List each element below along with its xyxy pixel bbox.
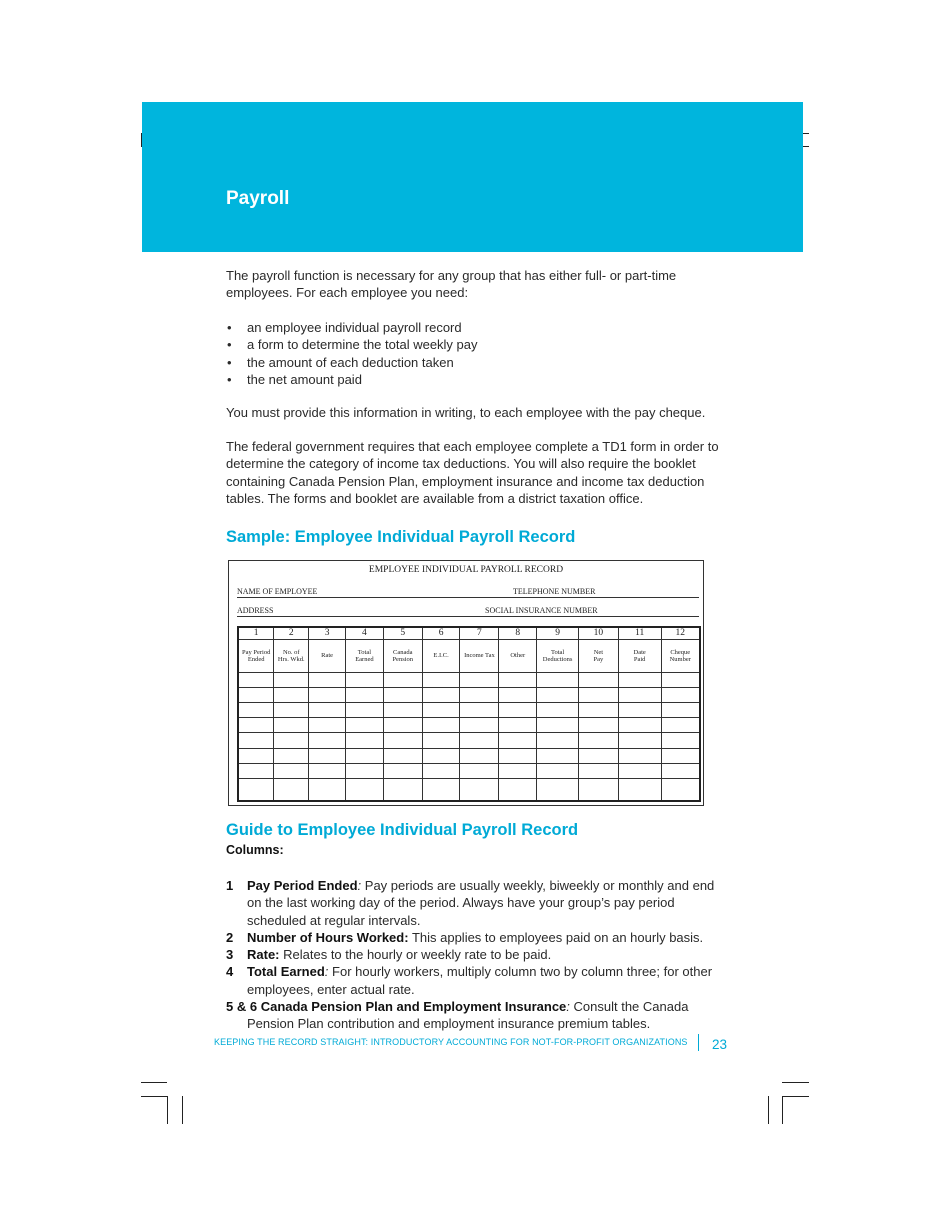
table-cell: [274, 733, 309, 748]
address-line: [237, 603, 699, 617]
table-cell: [422, 703, 460, 718]
table-cell: [309, 718, 346, 733]
table-cell: [537, 778, 579, 801]
guide-item: [226, 998, 726, 1033]
table-cell: [383, 688, 422, 703]
table-cell: [345, 703, 383, 718]
table-cell: [422, 778, 460, 801]
sample-heading: Sample: Employee Individual Payroll Record: [226, 528, 576, 546]
column-number-row: [238, 627, 700, 640]
name-label: NAME OF EMPLOYEE: [237, 587, 318, 596]
table-cell: [661, 748, 700, 763]
table-cell: [383, 763, 422, 778]
needs-list: [226, 319, 726, 388]
column-header-line: Total: [357, 648, 372, 656]
table-cell: [422, 763, 460, 778]
column-header-line: Pay Period: [241, 648, 271, 656]
table-cell: [238, 703, 274, 718]
table-row: [238, 718, 700, 733]
column-header: [537, 640, 579, 673]
table-cell: [460, 748, 499, 763]
table-cell: [460, 733, 499, 748]
table-cell: [345, 718, 383, 733]
table-cell: [345, 778, 383, 801]
table-cell: [537, 673, 579, 688]
payroll-record-form: [228, 560, 704, 806]
column-header: [618, 640, 661, 673]
table-cell: [579, 688, 619, 703]
column-header-line: E.I.C.: [433, 652, 449, 660]
table-cell: [499, 703, 537, 718]
column-header-line: Canada: [392, 648, 413, 656]
columns-label: Columns:: [226, 843, 284, 857]
table-cell: [309, 673, 346, 688]
guide-list-wrap: [226, 877, 726, 1033]
payroll-table: [237, 626, 701, 802]
table-cell: [661, 763, 700, 778]
table-cell: [383, 703, 422, 718]
table-cell: [309, 748, 346, 763]
column-header: [274, 640, 309, 673]
table-cell: [499, 673, 537, 688]
guide-item-number: 1: [226, 878, 234, 893]
table-cell: [238, 748, 274, 763]
column-number: 12: [661, 627, 700, 640]
guide-item-number: 3: [226, 947, 234, 963]
table-cell: [309, 703, 346, 718]
table-cell: [422, 748, 460, 763]
crop-mark: [803, 133, 809, 134]
table-cell: [499, 778, 537, 801]
column-header-line: Income Tax: [464, 652, 495, 660]
column-number: 8: [499, 627, 537, 640]
crop-mark: [782, 1096, 783, 1124]
column-header: [238, 640, 274, 673]
address-label: ADDRESS: [237, 606, 274, 615]
table-cell: [345, 688, 383, 703]
column-header-line: Date: [633, 648, 646, 656]
table-cell: [579, 778, 619, 801]
table-cell: [383, 673, 422, 688]
table-cell: [238, 688, 274, 703]
guide-item-text: Pay periods are usually weekly, biweekly or monthly and end on the last working day of the period. Always have your group’s pay period scheduled at regular intervals.: [247, 878, 715, 928]
form-title: EMPLOYEE INDIVIDUAL PAYROLL RECORD: [368, 565, 564, 575]
guide-item-title: Rate:: [247, 947, 280, 963]
table-cell: [309, 763, 346, 778]
table-cell: [618, 778, 661, 801]
table-cell: [309, 733, 346, 748]
guide-item-text: For hourly workers, multiply column two by column three; for other employees, enter actual rate.: [247, 964, 713, 997]
guide-item-text: This applies to employees paid on an hourly basis.: [408, 929, 704, 945]
table-cell: [537, 763, 579, 778]
table-row: [238, 733, 700, 748]
column-number: 3: [309, 627, 346, 640]
table-cell: [460, 718, 499, 733]
guide-item-separator: :: [324, 964, 329, 980]
column-header-line: Ended: [247, 656, 265, 663]
guide-item: [226, 963, 726, 998]
column-header: [499, 640, 537, 673]
table-cell: [274, 718, 309, 733]
column-number: 9: [537, 627, 579, 640]
writing-paragraph-wrap: [226, 404, 746, 421]
guide-heading-wrap: [226, 821, 726, 857]
guide-item-separator: :: [566, 999, 570, 1015]
column-header-line: Pay: [593, 656, 604, 663]
table-cell: [460, 688, 499, 703]
table-cell: [345, 763, 383, 778]
list-item: • an employee individual payroll record: [226, 319, 726, 336]
table-cell: [499, 748, 537, 763]
table-cell: [618, 718, 661, 733]
table-cell: [661, 733, 700, 748]
column-header-line: Net: [593, 648, 604, 656]
table-row: [238, 703, 700, 718]
table-cell: [618, 673, 661, 688]
table-cell: [274, 703, 309, 718]
column-header-line: Hrs. Wkd.: [277, 656, 305, 663]
crop-mark: [167, 1096, 168, 1124]
table-cell: [345, 673, 383, 688]
column-number: 1: [238, 627, 274, 640]
table-cell: [383, 778, 422, 801]
table-cell: [579, 718, 619, 733]
column-header-line: No. of: [282, 648, 300, 656]
sin-label: SOCIAL INSURANCE NUMBER: [485, 606, 598, 615]
column-number: 11: [618, 627, 661, 640]
guide-item: [226, 946, 726, 963]
table-cell: [499, 718, 537, 733]
crop-mark: [768, 1096, 769, 1124]
column-header-line: Pension: [392, 656, 414, 663]
column-header-line: Other: [510, 652, 526, 660]
column-header-line: Earned: [355, 656, 374, 663]
table-cell: [460, 703, 499, 718]
table-cell: [274, 778, 309, 801]
table-cell: [537, 688, 579, 703]
table-cell: [618, 763, 661, 778]
name-line: [237, 584, 699, 598]
guide-list: [226, 877, 726, 1033]
header-banner: [142, 102, 803, 252]
table-cell: [579, 673, 619, 688]
sample-heading-wrap: [226, 528, 726, 547]
table-cell: [499, 688, 537, 703]
table-cell: [422, 718, 460, 733]
table-cell: [618, 733, 661, 748]
table-cell: [238, 778, 274, 801]
column-number: 4: [345, 627, 383, 640]
crop-mark: [782, 1082, 809, 1083]
table-row: [238, 778, 700, 801]
guide-item-number: 4: [226, 964, 234, 980]
guide-item-title: Number of Hours Worked:: [247, 929, 409, 945]
column-header: [579, 640, 619, 673]
table-cell: [579, 748, 619, 763]
table-cell: [422, 673, 460, 688]
column-number: 5: [383, 627, 422, 640]
column-header: [422, 640, 460, 673]
table-cell: [579, 733, 619, 748]
table-cell: [274, 688, 309, 703]
guide-item-number: 2: [226, 929, 234, 945]
table-cell: [422, 733, 460, 748]
table-cell: [345, 733, 383, 748]
table-cell: [274, 673, 309, 688]
table-cell: [238, 763, 274, 778]
table-cell: [460, 763, 499, 778]
table-cell: [537, 748, 579, 763]
table-cell: [422, 688, 460, 703]
column-header-line: Cheque: [670, 648, 691, 656]
table-cell: [460, 778, 499, 801]
table-cell: [499, 733, 537, 748]
table-cell: [238, 733, 274, 748]
crop-mark: [141, 1096, 167, 1097]
table-cell: [618, 688, 661, 703]
table-cell: [274, 748, 309, 763]
table-cell: [618, 703, 661, 718]
guide-item: [226, 929, 726, 946]
writing-paragraph: You must provide this information in writing, to each employee with the pay cheque.: [226, 405, 706, 420]
table-cell: [309, 778, 346, 801]
table-cell: [537, 703, 579, 718]
column-header-line: Number: [669, 656, 691, 663]
intro-section: [226, 267, 726, 302]
needs-list-wrap: [226, 319, 726, 388]
table-cell: [661, 718, 700, 733]
crop-mark: [803, 146, 809, 147]
table-cell: [383, 733, 422, 748]
table-cell: [537, 733, 579, 748]
table-cell: [238, 673, 274, 688]
column-header: [383, 640, 422, 673]
column-number: 2: [274, 627, 309, 640]
list-item: • the net amount paid: [226, 371, 726, 388]
table-cell: [274, 763, 309, 778]
guide-item-title: Pay Period Ended: [247, 878, 358, 893]
table-cell: [383, 718, 422, 733]
column-header-line: Total: [550, 648, 565, 656]
crop-mark: [182, 1096, 183, 1124]
column-header: [460, 640, 499, 673]
page-title: Payroll: [226, 188, 290, 209]
table-cell: [345, 748, 383, 763]
table-cell: [460, 673, 499, 688]
table-cell: [238, 718, 274, 733]
federal-paragraph-wrap: [226, 438, 726, 507]
table-row: [238, 688, 700, 703]
footer-text: KEEPING THE RECORD STRAIGHT: INTRODUCTORY ACCOUNTING FOR NOT-FOR-PROFIT ORGANIZATIONS: [214, 1037, 688, 1047]
table-cell: [661, 703, 700, 718]
table-cell: [499, 763, 537, 778]
column-number: 10: [579, 627, 619, 640]
column-number: 7: [460, 627, 499, 640]
list-item: • the amount of each deduction taken: [226, 354, 726, 371]
guide-item: [226, 877, 726, 929]
table-cell: [383, 748, 422, 763]
column-header: [661, 640, 700, 673]
intro-paragraph: The payroll function is necessary for any group that has either full- or part-time employees. For each employee you need:: [226, 268, 677, 301]
crop-mark: [141, 1082, 167, 1083]
column-header: [309, 640, 346, 673]
column-header-line: Rate: [321, 652, 334, 660]
crop-mark: [782, 1096, 809, 1097]
guide-item-title: Canada Pension Plan and Employment Insurance: [260, 999, 567, 1015]
column-header-line: Deductions: [542, 656, 573, 663]
page-number: 23: [712, 1037, 728, 1052]
column-header-line: Paid: [633, 656, 646, 663]
table-cell: [661, 688, 700, 703]
guide-item-separator: :: [357, 878, 362, 893]
table-row: [238, 673, 700, 688]
guide-item-title: Total Earned: [247, 964, 325, 980]
table-cell: [661, 673, 700, 688]
column-header: [345, 640, 383, 673]
table-cell: [537, 718, 579, 733]
guide-item-number: 5 & 6: [226, 999, 258, 1015]
table-row: [238, 748, 700, 763]
column-number: 6: [422, 627, 460, 640]
telephone-label: TELEPHONE NUMBER: [513, 587, 596, 596]
table-row: [238, 763, 700, 778]
table-cell: [618, 748, 661, 763]
table-cell: [309, 688, 346, 703]
guide-item-text: Relates to the hourly or weekly rate to be paid.: [279, 947, 552, 963]
footer-divider: [698, 1034, 699, 1051]
column-header-row: [238, 640, 700, 673]
table-cell: [579, 763, 619, 778]
list-item: • a form to determine the total weekly pay: [226, 336, 726, 353]
table-cell: [579, 703, 619, 718]
federal-paragraph: The federal government requires that each employee complete a TD1 form in order to determine the category of income tax deductions. You will also require the booklet containing Canada Pension Plan, employment insurance and income tax deduction tables. The forms and booklet are available from a district taxation office.: [226, 439, 719, 506]
guide-heading: Guide to Employee Individual Payroll Record: [226, 821, 579, 839]
table-cell: [661, 778, 700, 801]
guide-item-text: Consult the Canada Pension Plan contribution and employment insurance premium tables.: [247, 999, 689, 1032]
